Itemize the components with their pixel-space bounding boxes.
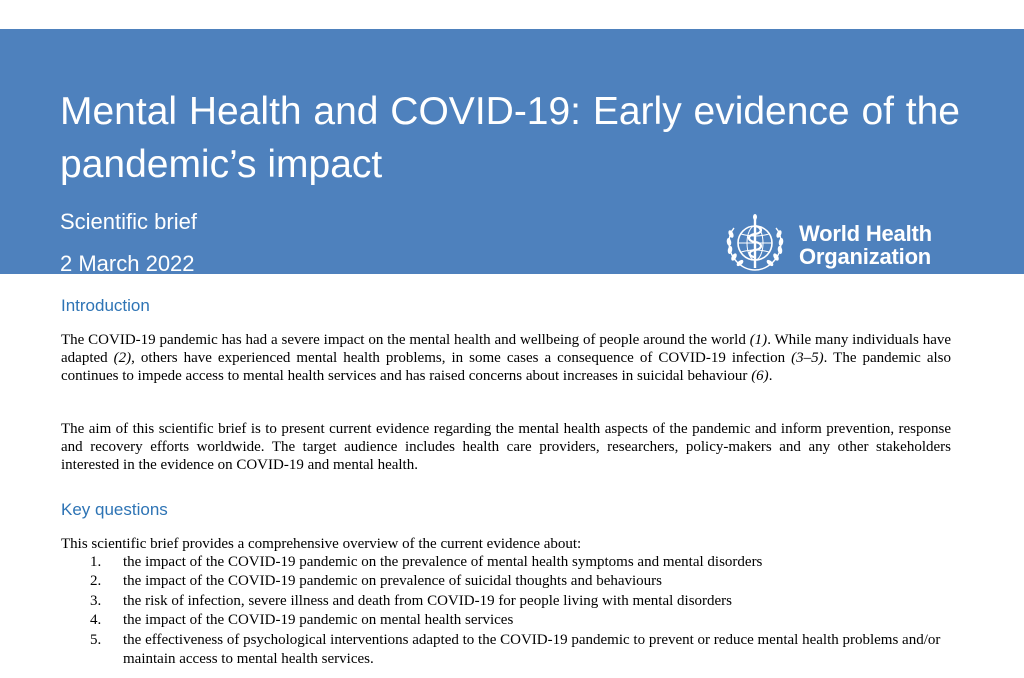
- document-type: Scientific brief: [60, 209, 197, 234]
- text-run: . The pandemic also continues to impede access to mental health services and has raised concerns about increases in suicidal behaviour: [61, 350, 951, 384]
- list-number: 3.: [90, 592, 102, 609]
- list-item: [90, 631, 952, 670]
- key-questions-heading: Key questions: [61, 500, 168, 519]
- list-number: 1.: [90, 554, 102, 570]
- key-questions-list: [90, 553, 952, 669]
- who-emblem-icon: [717, 212, 793, 278]
- list-number: 4.: [90, 612, 102, 629]
- who-logo: [717, 212, 932, 278]
- header-banner: [0, 29, 1024, 274]
- list-text: the impact of the COVID-19 pandemic on mental health services: [123, 612, 514, 629]
- who-wordmark-line1: World Health: [799, 221, 932, 246]
- citation-ref: (3–5): [791, 350, 824, 366]
- citation-ref: (1): [749, 332, 768, 348]
- list-number: 5.: [90, 631, 102, 648]
- list-text: the impact of the COVID-19 pandemic on the prevalence of mental health symptoms and mental disorders: [123, 554, 763, 570]
- text-run: The COVID-19 pandemic has had a severe impact on the mental health and wellbeing of people around the world: [61, 332, 750, 348]
- citation-ref: (6): [751, 368, 769, 384]
- list-item: [90, 572, 952, 591]
- list-item: [90, 553, 952, 572]
- introduction-paragraph-1: [61, 331, 951, 385]
- publication-date: 2 March 2022: [60, 251, 195, 276]
- list-number: 2.: [90, 573, 102, 590]
- text-run: . While many individuals have adapted: [61, 332, 952, 366]
- text-run: .: [768, 368, 773, 384]
- list-text: the effectiveness of psychological interventions adapted to the COVID-19 pandemic to prevent or reduce mental health problems and/or maintain access to mental health services.: [123, 631, 941, 668]
- document-title: Mental Health and COVID-19: Early evidence of the pandemic’s impact: [60, 90, 960, 186]
- list-item: [90, 611, 952, 630]
- who-wordmark-line2: Organization: [799, 244, 932, 269]
- who-wordmark: [799, 222, 932, 268]
- text-run: , others have experienced mental health problems, in some cases a consequence of COVID-19 infection: [131, 350, 792, 366]
- key-questions-intro: This scientific brief provides a comprehensive overview of the current evidence about:: [61, 536, 582, 552]
- citation-ref: (2): [113, 350, 132, 366]
- list-text: the risk of infection, severe illness and death from COVID-19 for people living with mental disorders: [123, 592, 733, 609]
- introduction-paragraph-2: The aim of this scientific brief is to present current evidence regarding the mental health aspects of the pandemic and inform prevention, response and recovery efforts worldwide. The target audience includes health care providers, researchers, policy-makers and any other stakeholders interested in the evidence on COVID-19 and mental health.: [61, 421, 951, 473]
- introduction-heading: Introduction: [61, 296, 150, 315]
- list-item: [90, 592, 952, 611]
- list-text: the impact of the COVID-19 pandemic on prevalence of suicidal thoughts and behaviours: [123, 573, 663, 590]
